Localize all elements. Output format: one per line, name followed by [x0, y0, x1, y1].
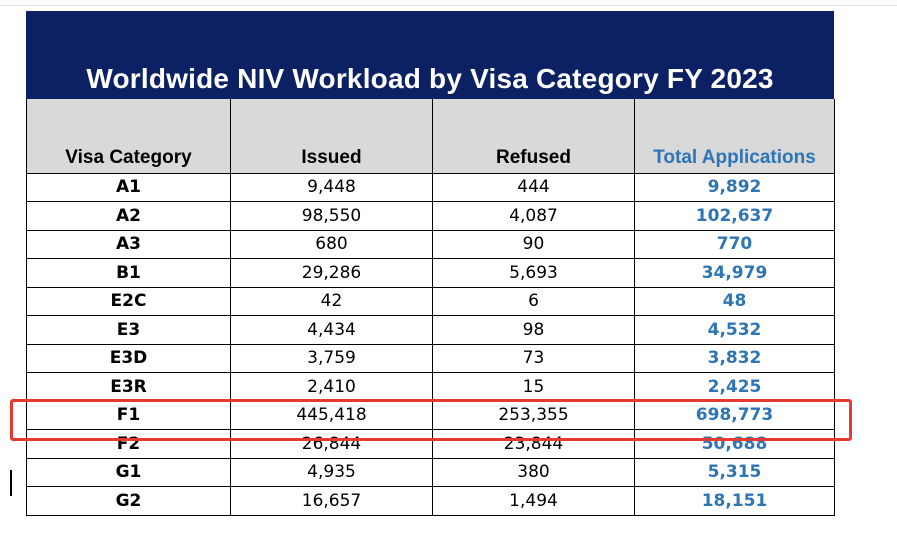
cell-refused: 6 [433, 287, 635, 316]
cell-issued: 4,434 [231, 316, 433, 345]
column-header-issued: Issued [231, 99, 433, 173]
cell-refused: 23,844 [433, 430, 635, 459]
table-row [27, 458, 835, 487]
cell-issued: 680 [231, 230, 433, 259]
niv-workload-table-container [26, 11, 834, 516]
cell-total: 698,773 [635, 401, 835, 430]
cell-category: G1 [27, 458, 231, 487]
cell-refused: 73 [433, 344, 635, 373]
cell-total: 4,532 [635, 316, 835, 345]
cell-total: 770 [635, 230, 835, 259]
cell-category: E3D [27, 344, 231, 373]
column-header-total-applications: Total Applications [635, 99, 835, 173]
cell-total: 9,892 [635, 173, 835, 202]
table-row [27, 230, 835, 259]
table-row [27, 430, 835, 459]
cell-issued: 98,550 [231, 202, 433, 231]
cell-total: 2,425 [635, 373, 835, 402]
cell-total: 18,151 [635, 487, 835, 516]
cell-category: A3 [27, 230, 231, 259]
cell-issued: 3,759 [231, 344, 433, 373]
cell-total: 3,832 [635, 344, 835, 373]
cell-total: 48 [635, 287, 835, 316]
table-row [27, 173, 835, 202]
cell-category: F2 [27, 430, 231, 459]
cell-category: A2 [27, 202, 231, 231]
cell-refused: 90 [433, 230, 635, 259]
table-row [27, 202, 835, 231]
table-row [27, 373, 835, 402]
cell-total: 5,315 [635, 458, 835, 487]
cell-category: E3 [27, 316, 231, 345]
cell-category: E3R [27, 373, 231, 402]
cell-category: G2 [27, 487, 231, 516]
column-header-refused: Refused [433, 99, 635, 173]
table-title: Worldwide NIV Workload by Visa Category FY 2023 [86, 63, 774, 94]
cell-issued: 445,418 [231, 401, 433, 430]
cell-issued: 16,657 [231, 487, 433, 516]
text-cursor [10, 470, 12, 496]
cell-refused: 15 [433, 373, 635, 402]
cell-refused: 444 [433, 173, 635, 202]
header-row [27, 99, 835, 173]
cell-issued: 4,935 [231, 458, 433, 487]
cell-refused: 4,087 [433, 202, 635, 231]
table-title-bar [26, 11, 834, 99]
cell-refused: 5,693 [433, 259, 635, 288]
cell-issued: 29,286 [231, 259, 433, 288]
cell-issued: 2,410 [231, 373, 433, 402]
cell-refused: 98 [433, 316, 635, 345]
cell-issued: 26,844 [231, 430, 433, 459]
cell-issued: 9,448 [231, 173, 433, 202]
table-row [27, 287, 835, 316]
cell-total: 50,688 [635, 430, 835, 459]
cell-category: E2C [27, 287, 231, 316]
table-row [27, 487, 835, 516]
column-header-visa-category: Visa Category [27, 99, 231, 173]
cell-category: F1 [27, 401, 231, 430]
cell-refused: 380 [433, 458, 635, 487]
cell-refused: 1,494 [433, 487, 635, 516]
cell-total: 34,979 [635, 259, 835, 288]
top-divider [0, 5, 897, 6]
table-row [27, 344, 835, 373]
cell-category: B1 [27, 259, 231, 288]
cell-issued: 42 [231, 287, 433, 316]
niv-workload-table [26, 99, 835, 516]
cell-category: A1 [27, 173, 231, 202]
table-row [27, 316, 835, 345]
cell-refused: 253,355 [433, 401, 635, 430]
cell-total: 102,637 [635, 202, 835, 231]
table-row-highlighted [27, 401, 835, 430]
table-row [27, 259, 835, 288]
